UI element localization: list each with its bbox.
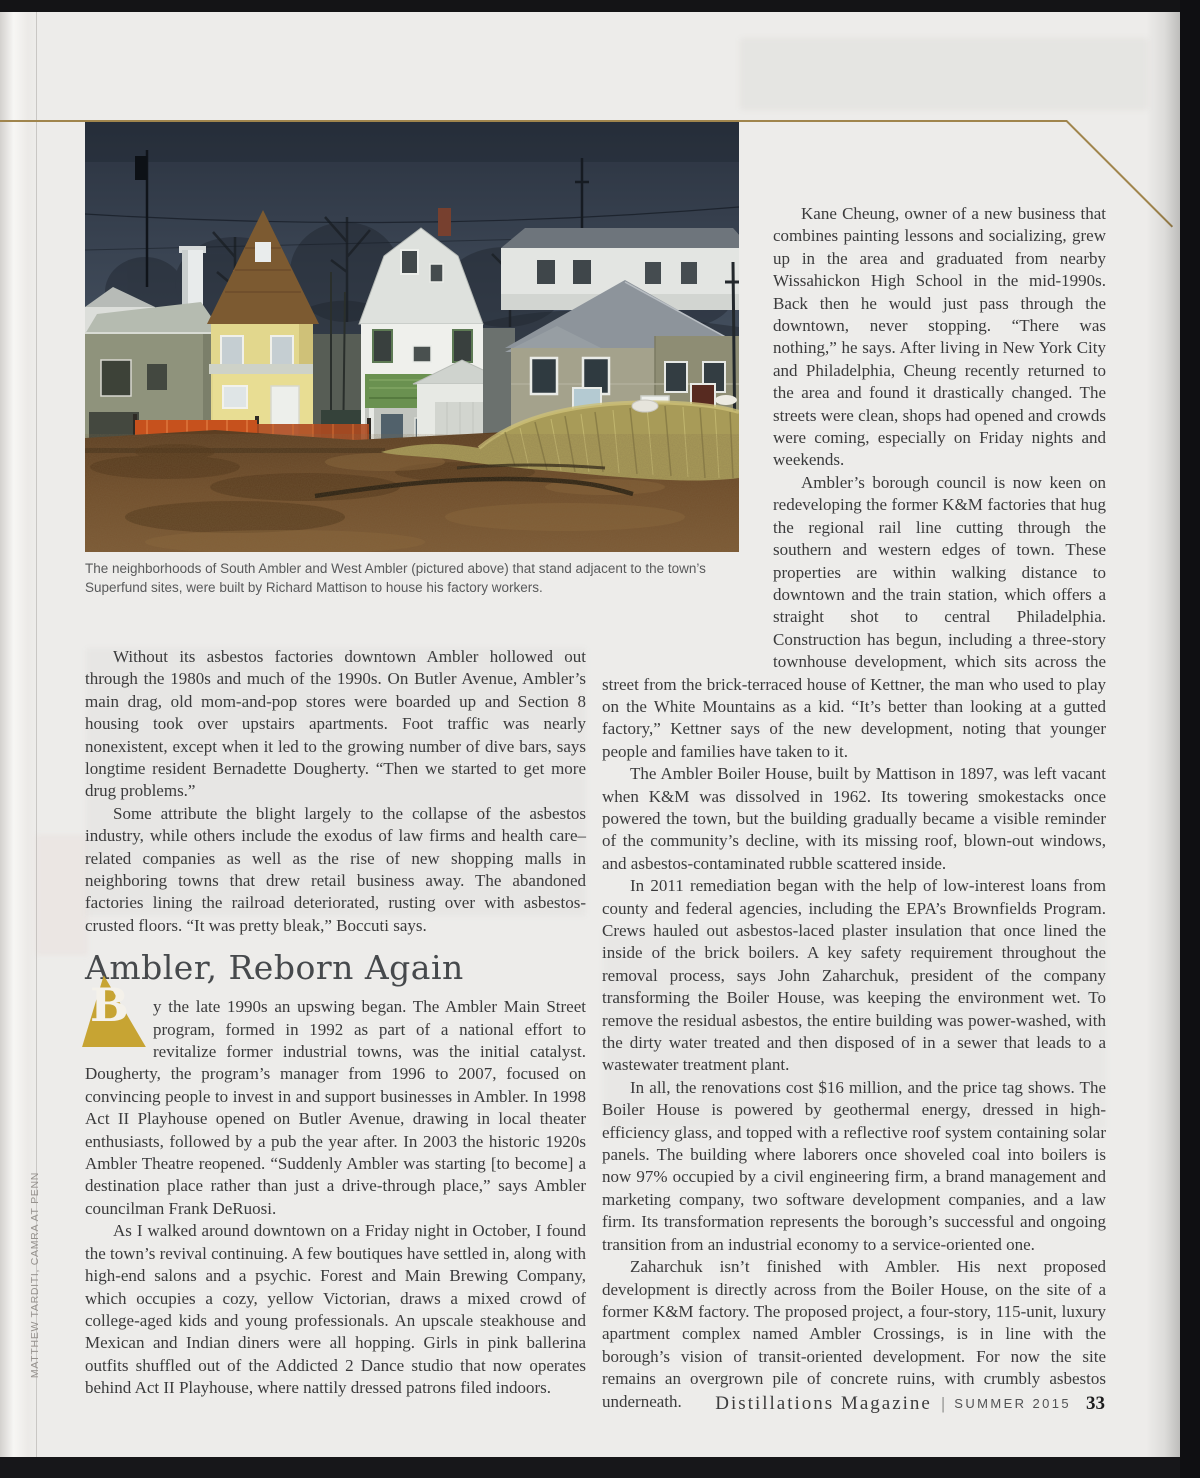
body-paragraph-text: y the late 1990s an upswing began. The Ambler Main Street program, formed in 1992 as part of a national effort to revitalize former industrial towns, was the initial catalyst. Dougherty, the program’s manager from 1996 to 2007, focused on convincing people to invest in and support businesses in Ambler. In 1998 Act II Playhouse opened on Butler Avenue, drawing in local theater enthusiasts, followed by a pub the year after. In 2003 the historic 1920s Ambler Theatre reopened. “Suddenly Ambler was starting [to become] a destination place rather than just a drive-through place,” says Ambler councilman Frank DeRuosi. <box>85 997 586 1218</box>
photo-credit-vertical: MATTHEW TARDITI, CAMRA AT PENN <box>29 1171 41 1379</box>
section-heading: Ambler, Reborn Again <box>85 948 464 988</box>
body-paragraph: Ambler’s borough council is now keen on redeveloping the former K&M factories that hug the regional rail line cutting through the southern and western edges of town. These properties are within walking distance to downtown and the train station, which offers a straight shot to central Philadelphia. Construction has begun, including a three-story townhouse development, which sits across the street from the brick-terraced house of Kettner, the man who used to play on the White Mountains as a kid. “It’s better than looking at a gutted factory,” Kettner says of the new development, noting that younger people and families have taken to it. <box>602 472 1106 761</box>
dropcap-letter: B <box>90 978 129 1033</box>
photo-wrap-spacer <box>602 203 773 654</box>
article-right-column <box>602 203 1106 1413</box>
scan-edge-right <box>1180 0 1200 1478</box>
body-paragraph: Zaharchuk isn’t finished with Ambler. His next proposed development is directly across from the Boiler House, on the site of a former K&M factory. The proposed project, a four-story, 115-unit, luxury apartment complex named Ambler Crossings, is in line with the borough’s vision of transit-oriented development. For now the site remains an overgrown pile of concrete ruins, with crumbly asbestos underneath. <box>602 1257 1106 1411</box>
issue-label: SUMMER 2015 <box>954 1396 1071 1411</box>
body-paragraph: Kane Cheung, owner of a new business that combines painting lessons and socializing, grew up in the area and graduated from nearby Wissahickon High School in the mid-1990s. Back then he would just pass through the downtown, never stopping. “There was nothing,” he says. After living in New York City and Philadelphia, Cheung recently returned to the area and found it drastically changed. The streets were clean, shops had opened and crowds were coming, especially on Friday nights and weekends. <box>773 204 1106 470</box>
page-number: 33 <box>1086 1393 1105 1414</box>
scan-edge-bottom <box>0 1457 1200 1478</box>
footer-separator: | <box>940 1394 946 1413</box>
body-paragraph: In all, the renovations cost $16 million, and the price tag shows. The Boiler House is powered by geothermal energy, dressed in high-efficiency glass, and topped with a reflective roof system containing solar panels. The building where laborers once shoveled coal into boilers is now 97% occupied by a civil engineering firm, a brand management and marketing company, two software development companies, and a law firm. Its transformation represents the borough’s successful and ongoing transition from an industrial economy to a service-oriented one. <box>602 1077 1106 1254</box>
dropcap <box>85 978 145 1045</box>
page-edge-shade <box>1146 12 1180 1457</box>
body-paragraph-dropcap <box>85 978 586 1220</box>
body-paragraph: As I walked around downtown on a Friday night in October, I found the town’s revival continuing. A few boutiques have settled in, along with high-end salons and a psychic. Forest and Main Brewing Company, which occupies a cozy, yellow Victorian, draws a mixed crowd of college-aged kids and young professionals. An upscale steakhouse and Mexican and Indian diners were all hopping. Girls in pink ballerina outfits shuffled out of the Addicted 2 Dance studio that now operates behind Act II Playhouse, where nattily dressed patrons filed indoors. <box>85 1221 586 1398</box>
body-paragraph: Some attribute the blight largely to the collapse of the asbestos industry, while others include the exodus of law firms and health care–related companies as well as the rise of new shopping malls in neighboring towns that drew retail business away. The abandoned factories lining the railroad deteriorated, rusting over with asbestos-crusted floors. “It was pretty bleak,” Boccuti says. <box>85 803 586 935</box>
magazine-name: Distillations Magazine <box>715 1393 932 1414</box>
scan-edge-top <box>0 0 1200 12</box>
body-paragraph: The Ambler Boiler House, built by Mattison in 1897, was left vacant when K&M was dissolved in 1962. Its towering smokestacks once powered the town, but the building gradually became a visible reminder of the community’s decline, with its missing roof, blown-out windows, and asbestos-contaminated rubble scattered inside. <box>602 764 1106 873</box>
body-paragraph: Without its asbestos factories downtown Ambler hollowed out through the 1980s and much of the 1990s. On Butler Avenue, Ambler’s main drag, old mom-and-pop stores were boarded up and Section 8 housing took over upstairs apartments. Foot traffic was nearly nonexistent, except when it led to the growing number of dive bars, says longtime resident Bernadette Dougherty. “Then we started to get more drug problems.” <box>85 647 586 801</box>
page-footer <box>602 1393 1105 1415</box>
article-left-column <box>85 646 586 1400</box>
body-paragraph: In 2011 remediation began with the help of low-interest loans from county and federal agencies, including the EPA’s Brownfields Program. Crews hauled out asbestos-laced plaster insulation that once lined the inside of the brick boilers. A key safety requirement throughout the removal process, says John Zaharchuk, president of the company transforming the Boiler House, was keeping the environment wet. To remove the residual asbestos, the entire building was power-washed, with the dirty water treated and then disposed of in a sewer that leads to a wastewater treatment plant. <box>602 876 1106 1075</box>
photo-caption: The neighborhoods of South Ambler and West Ambler (pictured above) that stand adjacent to the town’s Superfund sites, were built by Richard Mattison to house his factory workers. <box>85 561 706 595</box>
